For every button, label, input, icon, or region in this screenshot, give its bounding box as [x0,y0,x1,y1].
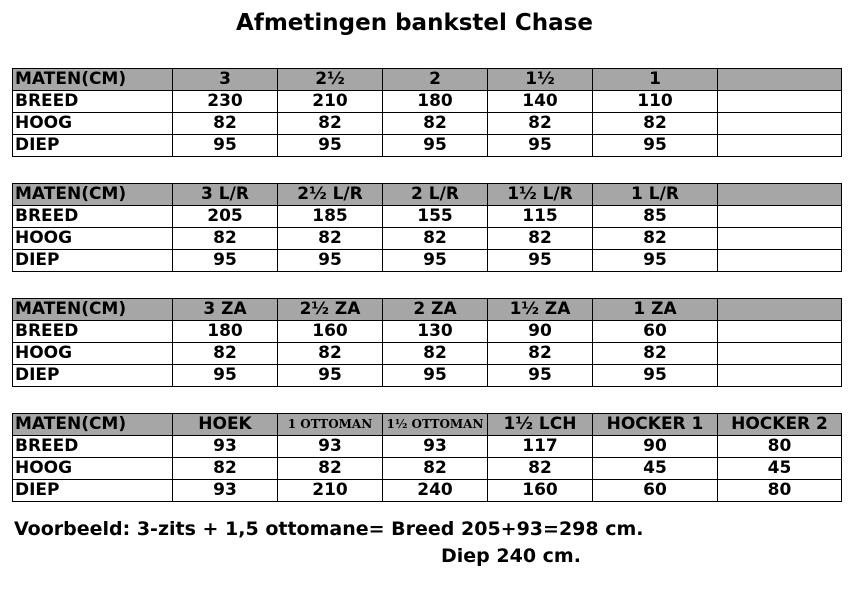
table-cell: 210 [278,480,383,502]
row-label: DIEP [13,250,173,272]
table-row [13,228,842,250]
table-cell: 82 [173,228,278,250]
table-cell: 117 [488,436,593,458]
table-cell: 95 [593,250,718,272]
header-cell: 2½ [278,69,383,91]
table-cell: 205 [173,206,278,228]
table-cell: 82 [383,113,488,135]
table-cell [718,91,842,113]
table-header-row [13,414,842,436]
header-cell: 1½ OTTOMAN [383,414,488,436]
header-cell: 1 L/R [593,184,718,206]
table-cell: 80 [718,436,842,458]
table-cell: 140 [488,91,593,113]
header-cell: 3 L/R [173,184,278,206]
header-cell [718,69,842,91]
table-cell: 93 [173,480,278,502]
table-cell: 185 [278,206,383,228]
table-cell [718,343,842,365]
row-label: DIEP [13,135,173,157]
header-cell: 1½ ZA [488,299,593,321]
header-cell: 2 [383,69,488,91]
table-cell: 160 [488,480,593,502]
table-cell: 82 [383,228,488,250]
table-row [13,250,842,272]
table-row [13,135,842,157]
example-text-depth: Diep 240 cm. [441,545,581,567]
table-cell: 45 [718,458,842,480]
table-header-row [13,299,842,321]
table-cell: 95 [278,135,383,157]
table-cell: 160 [278,321,383,343]
table-row [13,91,842,113]
table-cell: 95 [488,250,593,272]
table-cell: 180 [383,91,488,113]
table-row [13,458,842,480]
example-text: Voorbeeld: 3-zits + 1,5 ottomane= Breed 205+93=298 cm. [14,518,644,540]
page-title: Afmetingen bankstel Chase [236,10,593,36]
table-cell: 82 [173,343,278,365]
table-cell: 45 [593,458,718,480]
table-cell: 82 [593,228,718,250]
row-label: HOOG [13,458,173,480]
header-cell: 2½ L/R [278,184,383,206]
table-cell: 82 [593,113,718,135]
header-cell: MATEN(CM) [13,299,173,321]
header-cell [718,299,842,321]
table-cell: 82 [488,228,593,250]
table-cell: 82 [278,458,383,480]
header-cell: 1 [593,69,718,91]
header-cell: HOCKER 1 [593,414,718,436]
table-cell: 95 [488,135,593,157]
table-row [13,321,842,343]
table-cell: 82 [383,458,488,480]
table-cell [718,206,842,228]
header-cell: MATEN(CM) [13,69,173,91]
table-cell: 82 [278,113,383,135]
dimensions-table-lr [12,183,842,272]
table-cell: 95 [383,135,488,157]
table-cell: 155 [383,206,488,228]
table-cell: 115 [488,206,593,228]
row-label: DIEP [13,365,173,387]
table-cell [718,135,842,157]
table-row [13,480,842,502]
table-cell: 93 [173,436,278,458]
table-row [13,343,842,365]
table-cell: 82 [278,343,383,365]
table-cell: 82 [488,113,593,135]
header-cell [718,184,842,206]
table-cell: 93 [278,436,383,458]
dimensions-table-standard [12,68,842,157]
table-cell: 110 [593,91,718,113]
header-cell: 1 ZA [593,299,718,321]
dimensions-table-elements [12,413,842,502]
table-cell: 240 [383,480,488,502]
table-cell: 95 [173,250,278,272]
table-cell: 95 [278,250,383,272]
header-cell: HOCKER 2 [718,414,842,436]
header-cell: 1½ [488,69,593,91]
table-cell: 82 [383,343,488,365]
dimensions-table-za [12,298,842,387]
table-cell [718,113,842,135]
table-cell [718,321,842,343]
table-row [13,206,842,228]
table-header-row [13,69,842,91]
table-cell: 80 [718,480,842,502]
table-cell: 180 [173,321,278,343]
row-label: HOOG [13,228,173,250]
table-cell: 95 [593,135,718,157]
header-cell: 1½ L/R [488,184,593,206]
header-cell: 1½ LCH [488,414,593,436]
row-label: BREED [13,206,173,228]
header-cell: 2½ ZA [278,299,383,321]
table-cell: 95 [383,250,488,272]
table-cell: 60 [593,480,718,502]
row-label: HOOG [13,113,173,135]
table-cell: 85 [593,206,718,228]
table-cell: 82 [593,343,718,365]
row-label: BREED [13,436,173,458]
table-cell: 95 [278,365,383,387]
row-label: DIEP [13,480,173,502]
row-label: BREED [13,91,173,113]
table-cell: 82 [173,458,278,480]
table-cell: 82 [488,458,593,480]
table-cell: 90 [488,321,593,343]
table-cell [718,365,842,387]
header-cell: 3 ZA [173,299,278,321]
table-cell [718,250,842,272]
table-cell: 95 [383,365,488,387]
header-cell: 2 L/R [383,184,488,206]
table-cell: 90 [593,436,718,458]
table-header-row [13,184,842,206]
header-cell: HOEK [173,414,278,436]
table-cell: 60 [593,321,718,343]
table-cell: 82 [488,343,593,365]
table-cell [718,228,842,250]
header-cell: 1 OTTOMAN [278,414,383,436]
table-cell: 82 [173,113,278,135]
table-cell: 82 [278,228,383,250]
table-row [13,436,842,458]
table-cell: 95 [488,365,593,387]
header-cell: 3 [173,69,278,91]
table-cell: 95 [593,365,718,387]
table-cell: 93 [383,436,488,458]
table-cell: 210 [278,91,383,113]
header-cell: MATEN(CM) [13,184,173,206]
row-label: HOOG [13,343,173,365]
table-cell: 95 [173,365,278,387]
row-label: BREED [13,321,173,343]
table-cell: 95 [173,135,278,157]
header-cell: MATEN(CM) [13,414,173,436]
table-row [13,365,842,387]
header-cell: 2 ZA [383,299,488,321]
table-row [13,113,842,135]
table-cell: 130 [383,321,488,343]
table-cell: 230 [173,91,278,113]
